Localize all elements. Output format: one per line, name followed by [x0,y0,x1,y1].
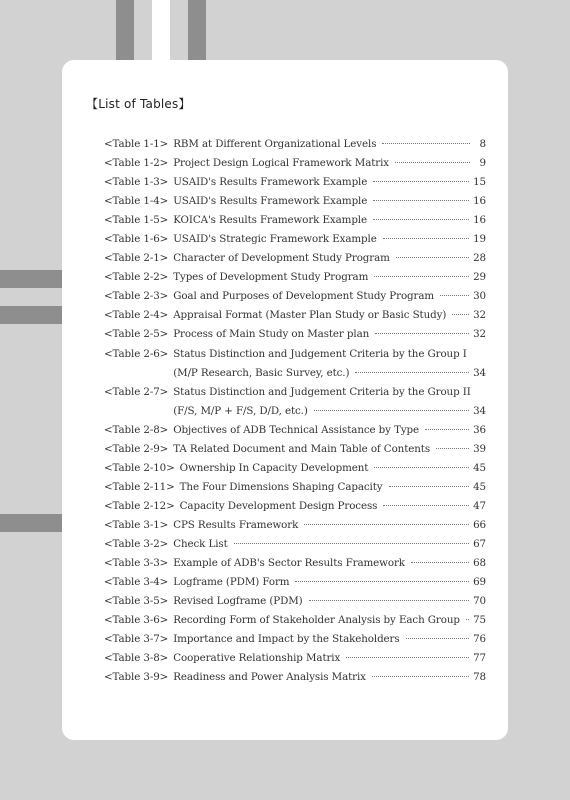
table-number: <Table 2-6> [104,347,169,360]
table-title: Appraisal Format (Master Plan Study or Basic Study) [173,309,447,322]
table-number: <Table 2-8> [104,423,169,436]
page-number: 68 [473,557,486,570]
table-list-entry[interactable] [104,421,486,440]
table-number: <Table 3-8> [104,652,169,665]
side-stripe-2 [0,306,62,324]
table-number: <Table 2-1> [104,252,169,265]
table-list-entry[interactable] [104,135,486,154]
table-list-entry[interactable] [104,249,486,268]
page-number: 78 [473,671,486,684]
table-list-entry[interactable] [104,173,486,192]
table-number: <Table 2-5> [104,328,169,341]
table-number: <Table 1-2> [104,157,169,170]
page-number: 45 [473,461,486,474]
page-number: 39 [473,442,486,455]
table-list-entry[interactable] [104,287,486,306]
table-list-entry[interactable] [104,497,486,516]
dot-leader [440,295,469,296]
page-number: 34 [473,404,486,417]
page-number: 45 [473,480,486,493]
table-title: Status Distinction and Judgement Criteria by the Group I [173,347,467,360]
page-number: 16 [473,195,486,208]
dot-leader [314,410,469,411]
page-number: 67 [473,537,486,550]
table-title: Example of ADB's Sector Results Framework [173,557,405,570]
page-number: 29 [473,271,486,284]
table-title: USAID's Results Framework Example [173,176,368,189]
dot-leader [383,238,469,239]
dot-leader [382,143,470,144]
table-number: <Table 2-4> [104,309,169,322]
table-title: Types of Development Study Program [173,271,369,284]
table-title: Status Distinction and Judgement Criteria by the Group II [173,385,471,398]
table-list-entry[interactable] [104,325,486,344]
top-stripe-left [116,0,134,60]
page-card [62,60,508,740]
table-list-entry[interactable] [104,611,486,630]
table-title: TA Related Document and Main Table of Contents [173,442,430,455]
table-title: Ownership In Capacity Development [179,461,369,474]
dot-leader [346,657,469,658]
table-number: <Table 3-9> [104,671,169,684]
page-number: 16 [473,214,486,227]
dot-leader [466,619,469,620]
page-number: 15 [473,176,486,189]
table-title: Check List [173,537,228,550]
dot-leader [452,314,469,315]
table-title: Objectives of ADB Technical Assistance by Type [173,423,420,436]
table-list-entry[interactable] [104,230,486,249]
table-list [104,135,486,687]
table-list-entry[interactable] [104,535,486,554]
table-title: RBM at Different Organizational Levels [173,138,377,150]
table-number: <Table 2-2> [104,271,169,284]
table-list-entry[interactable] [104,554,486,573]
table-number: <Table 2-11> [104,480,175,493]
table-number: <Table 3-4> [104,576,169,589]
page-number: 47 [473,499,486,512]
table-list-entry[interactable] [104,668,486,687]
table-title: USAID's Results Framework Example [173,195,368,208]
table-number: <Table 3-5> [104,595,169,608]
side-stripe-1 [0,270,62,288]
page-number: 76 [473,633,486,646]
list-heading: 【List of Tables】 [86,97,191,111]
dot-leader [411,562,469,563]
table-list-entry[interactable] [104,630,486,649]
dot-leader [396,257,469,258]
page-number: 36 [473,423,486,436]
page-number: 30 [473,290,486,303]
table-number: <Table 2-7> [104,385,169,398]
table-title: Project Design Logical Framework Matrix [173,157,389,170]
dot-leader [374,276,469,277]
table-title: Process of Main Study on Master plan [173,328,370,341]
dot-leader [383,505,469,506]
table-number: <Table 1-6> [104,233,169,246]
page-number: 75 [473,614,486,627]
table-number: <Table 2-10> [104,461,175,474]
table-list-entry[interactable] [104,592,486,611]
table-title: Readiness and Power Analysis Matrix [173,671,366,684]
dot-leader [372,676,469,677]
dot-leader [395,162,470,163]
table-list-entry[interactable] [104,192,486,211]
page-number: 32 [473,309,486,322]
table-number: <Table 3-2> [104,537,169,550]
page-number: 69 [473,576,486,589]
dot-leader [374,467,469,468]
table-list-entry[interactable] [104,516,486,535]
page-number: 9 [479,157,486,170]
table-title: Goal and Purposes of Development Study Program [173,290,435,303]
table-number: <Table 1-5> [104,214,169,227]
side-stripe-3 [0,514,62,532]
page-number: 19 [473,233,486,246]
table-title: (M/P Research, Basic Survey, etc.) [173,366,350,379]
table-title: KOICA's Results Framework Example [173,214,367,227]
page-number: 66 [473,518,486,531]
table-number: <Table 2-9> [104,442,169,455]
dot-leader [436,448,469,449]
table-number: <Table 1-1> [104,138,169,150]
table-list-entry[interactable] [104,268,486,287]
table-title: Importance and Impact by the Stakeholders [173,633,400,646]
table-list-entry[interactable] [104,345,486,364]
dot-leader [389,486,470,487]
table-title: Logframe (PDM) Form [173,576,290,589]
table-number: <Table 2-12> [104,499,175,512]
table-title: Cooperative Relationship Matrix [173,652,341,665]
table-title: The Four Dimensions Shaping Capacity [179,480,383,493]
table-list-entry[interactable] [104,306,486,325]
table-list-entry[interactable] [104,440,486,459]
page-number: 28 [473,252,486,265]
table-number: <Table 1-4> [104,195,169,208]
table-title: Revised Logframe (PDM) [173,595,303,608]
table-list-entry[interactable] [104,154,486,173]
table-list-entry[interactable] [104,402,486,421]
table-list-entry[interactable] [104,478,486,497]
dot-leader [375,333,469,334]
table-title: CPS Results Framework [173,518,299,531]
dot-leader [373,181,469,182]
table-number: <Table 1-3> [104,176,169,189]
page-number: 70 [473,595,486,608]
table-list-entry[interactable] [104,211,486,230]
dot-leader [309,600,469,601]
table-number: <Table 3-7> [104,633,169,646]
dot-leader [373,219,469,220]
table-list-entry[interactable] [104,459,486,478]
dot-leader [234,543,469,544]
dot-leader [406,638,470,639]
page-number: 32 [473,328,486,341]
table-title: Capacity Development Design Process [179,499,378,512]
table-title: USAID's Strategic Framework Example [173,233,377,246]
page-number: 34 [473,366,486,379]
table-list-entry[interactable] [104,573,486,592]
page-number: 77 [473,652,486,665]
dot-leader [373,200,469,201]
table-number: <Table 3-6> [104,614,169,627]
dot-leader [425,429,469,430]
top-stripe-right [188,0,206,60]
table-number: <Table 2-3> [104,290,169,303]
dot-leader [304,524,469,525]
table-title: Character of Development Study Program [173,252,390,265]
table-list-entry[interactable] [104,649,486,668]
page-number: 8 [479,138,486,150]
table-list-entry[interactable] [104,364,486,383]
table-number: <Table 3-3> [104,557,169,570]
table-number: <Table 3-1> [104,518,169,531]
table-list-entry[interactable] [104,383,486,402]
dot-leader [355,372,469,373]
table-title: Recording Form of Stakeholder Analysis by Each Group [173,614,460,627]
table-title: (F/S, M/P + F/S, D/D, etc.) [173,404,308,417]
dot-leader [295,581,469,582]
top-stripe-center [152,0,170,60]
